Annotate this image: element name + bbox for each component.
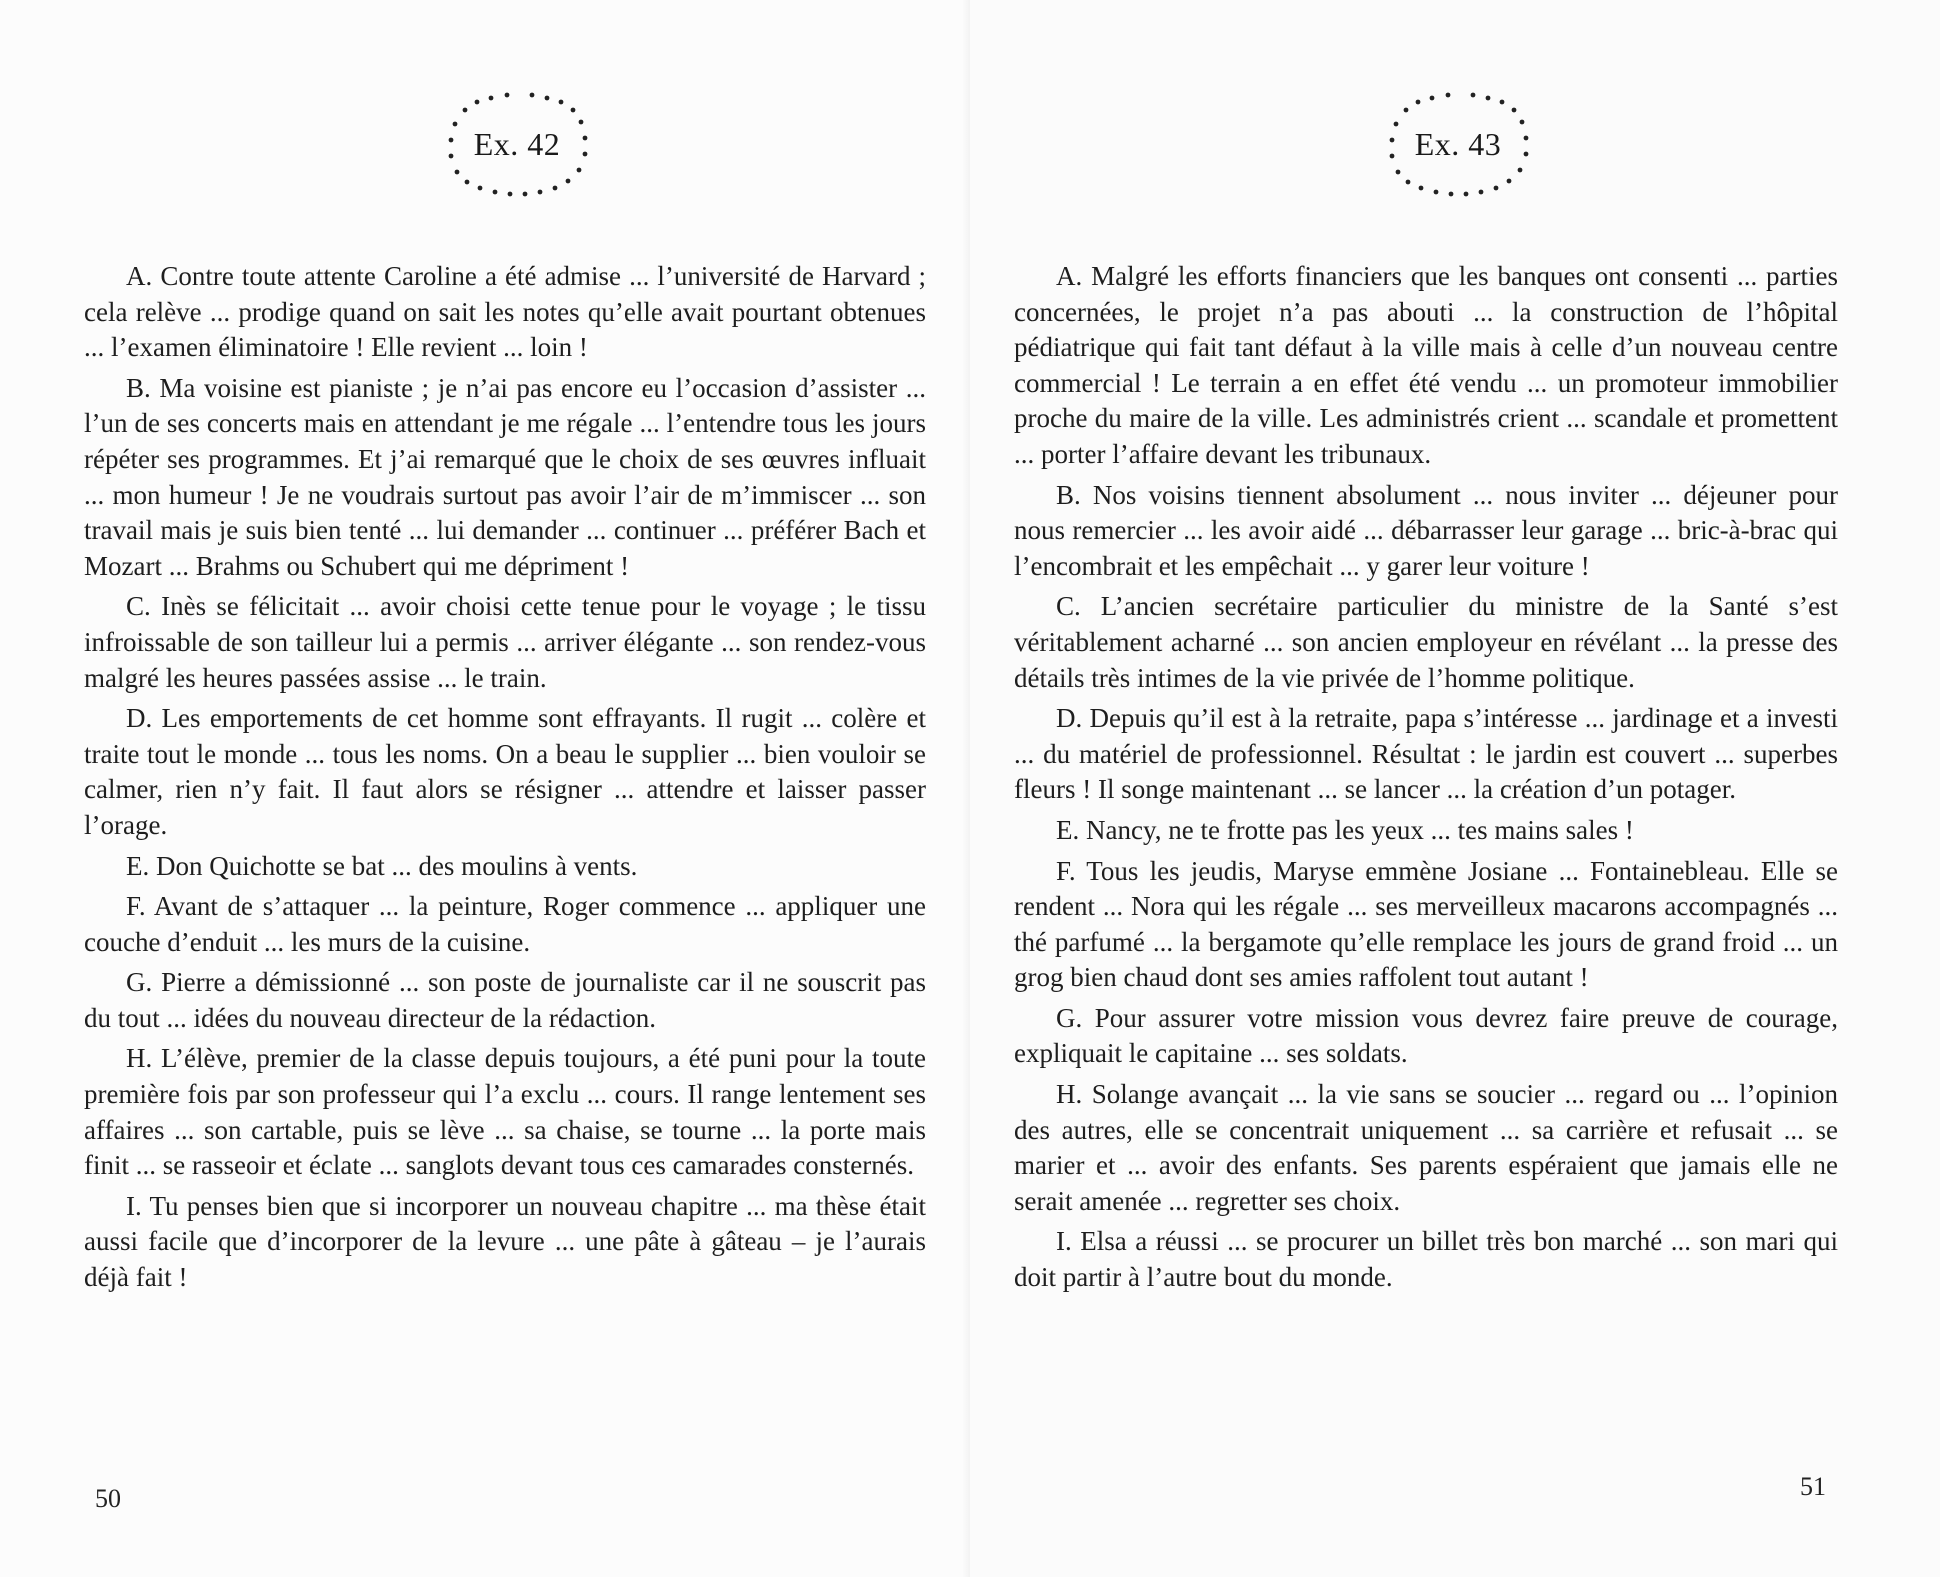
item-text: Tous les jeudis, Maryse emmène Josiane ... Fontainebleau. Elle se rendent ... Nora qui les régale ... ses merveilleux macarons accompagnés ... thé parfumé ... la bergamote qu’elle remplace les jours de grand froid ... un grog bien chaud dont ses amies raffolent tout autant !	[1014, 855, 1838, 993]
item-text: Contre toute attente Caroline a été admise ... l’université de Harvard ; cela relève ... prodige quand on sait les notes qu’elle avait pourtant obtenues ... l’examen éliminatoire ! Elle revient ... loin !	[84, 261, 927, 363]
item-letter: G.	[1056, 1002, 1083, 1033]
item-text: Don Quichotte se bat ... des moulins à vents.	[156, 850, 638, 881]
item-text: Inès se félicitait ... avoir choisi cette tenue pour le voyage ; le tissu infroissable de son tailleur lui a permis ... arriver élégante ... son rendez-vous malgré les heures passées assise ... le train.	[84, 591, 926, 693]
list-item	[84, 1041, 926, 1183]
list-item	[1014, 854, 1838, 996]
item-letter: E.	[126, 850, 150, 881]
item-letter: D.	[1056, 703, 1083, 734]
item-text: Les emportements de cet homme sont effrayants. Il rugit ... colère et traite tout le monde ... tous les noms. On a beau le supplier ... bien vouloir se calmer, rien n’y fait. Il faut alors se résigner ... attendre et laisser passer l’orage.	[84, 703, 926, 840]
list-item	[84, 589, 926, 696]
item-letter: F.	[126, 891, 146, 922]
item-text: Malgré les efforts financiers que les banques ont consenti ... parties concernées, le projet n’a pas abouti ... la construction de l’hôpital pédiatrique qui fait tant défaut à la ville mais à celle d’un nouveau centre commercial ! Le terrain a en effet été vendu ... un promoteur immobilier proche du maire de la ville. Les administrés crient ... scandale et promettent ... porter l’affaire devant les tribunaux.	[1014, 261, 1838, 469]
item-text: Solange avançait ... la vie sans se soucier ... regard ou ... l’opinion des autres, elle se concentrait uniquement ... sa carrière et refusait ... se marier et ... avoir des enfants. Ses parents espéraient que jamais elle ne serait amenée ... regretter ses choix.	[1014, 1079, 1838, 1216]
exercise-text	[84, 259, 926, 1301]
item-text: L’ancien secrétaire particulier du ministre de la Santé s’est véritablement acharné ... son ancien employeur en révélant ... la presse des détails très intimes de la vie privée de l’homme politique.	[1014, 591, 1839, 693]
item-letter: F.	[1056, 855, 1076, 886]
item-letter: I.	[126, 1190, 142, 1221]
item-text: Elsa a réussi ... se procurer un billet très bon marché ... son mari qui doit partir à l’autre bout du monde.	[1014, 1226, 1838, 1293]
page-number: 50	[95, 1484, 121, 1513]
item-text: Pierre a démissionné ... son poste de journaliste car il ne souscrit pas du tout ... idées du nouveau directeur de la rédaction.	[84, 967, 927, 1033]
list-item	[84, 889, 926, 960]
list-item	[1014, 701, 1838, 808]
item-letter: B.	[126, 372, 151, 403]
list-item	[84, 1189, 926, 1296]
item-text: Avant de s’attaquer ... la peinture, Roger commence ... appliquer une couche d’enduit ... les murs de la cuisine.	[84, 891, 926, 957]
list-item	[1014, 1224, 1838, 1295]
list-item	[84, 371, 926, 585]
item-letter: B.	[1056, 479, 1081, 510]
list-item	[1014, 589, 1838, 696]
list-item	[84, 259, 926, 366]
list-item	[1014, 813, 1838, 849]
item-letter: C.	[1056, 591, 1081, 622]
item-letter: A.	[126, 261, 153, 291]
item-letter: H.	[1056, 1079, 1083, 1110]
item-text: Depuis qu’il est à la retraite, papa s’intéresse ... jardinage et a investi ... du matériel de professionnel. Résultat : le jardin est couvert ... superbes fleurs ! Il songe maintenant ... se lancer ... la création d’un potager.	[1014, 703, 1838, 805]
item-text: Nancy, ne te frotte pas les yeux ... tes mains sales !	[1086, 814, 1634, 845]
item-letter: H.	[126, 1043, 153, 1074]
list-item	[1014, 1077, 1838, 1219]
list-item	[84, 701, 926, 843]
list-item	[1014, 1001, 1838, 1072]
exercise-text	[1014, 259, 1838, 1301]
list-item	[1014, 478, 1838, 585]
item-letter: C.	[126, 591, 151, 622]
exercise-title: Ex. 43	[1414, 126, 1502, 162]
exercise-title: Ex. 42	[473, 126, 561, 162]
item-letter: A.	[1056, 261, 1083, 291]
item-text: Ma voisine est pianiste ; je n’ai pas encore eu l’occasion d’assister ... l’un de ses concerts mais en attendant je me régale ... l’entendre tous les jours répéter ses programmes. Et j’ai remarqué que le choix de ses œuvres influait ... mon humeur ! Je ne voudrais surtout pas avoir l’air de m’immiscer ... son travail mais je suis bien tenté ... lui demander ... continuer ... préférer Bach et Mozart ... Brahms ou Schubert qui me dépriment !	[84, 372, 926, 581]
page-number: 51	[1800, 1472, 1826, 1501]
item-letter: I.	[1056, 1226, 1072, 1257]
item-text: L’élève, premier de la classe depuis toujours, a été puni pour la toute première fois par son professeur qui l’a exclu ... cours. Il range lentement ses affaires ... son cartable, puis se lève ... sa chaise, se tourne ... la porte mais finit ... se rasseoir et éclate ... sanglots devant tous ces camarades consternés.	[84, 1043, 926, 1181]
list-item	[84, 849, 926, 885]
item-letter: D.	[126, 703, 153, 734]
item-letter: E.	[1056, 814, 1080, 845]
item-text: Tu penses bien que si incorporer un nouveau chapitre ... ma thèse était aussi facile que d’incorporer de la levure ... une pâte à gâteau – je l’aurais déjà fait !	[84, 1190, 927, 1293]
exercise-badge-43	[1358, 80, 1558, 210]
list-item	[1014, 259, 1838, 473]
item-text: Pour assurer votre mission vous devrez faire preuve de courage, expliquait le capitaine ... ses soldats.	[1014, 1002, 1838, 1069]
list-item	[84, 965, 926, 1036]
exercise-badge-42	[417, 80, 617, 210]
item-text: Nos voisins tiennent absolument ... nous inviter ... déjeuner pour nous remercier ... les avoir aidé ... débarrasser leur garage ... bric-à-brac qui l’encombrait et les empêchait ... y garer leur voiture !	[1014, 479, 1838, 581]
item-letter: G.	[126, 967, 153, 998]
